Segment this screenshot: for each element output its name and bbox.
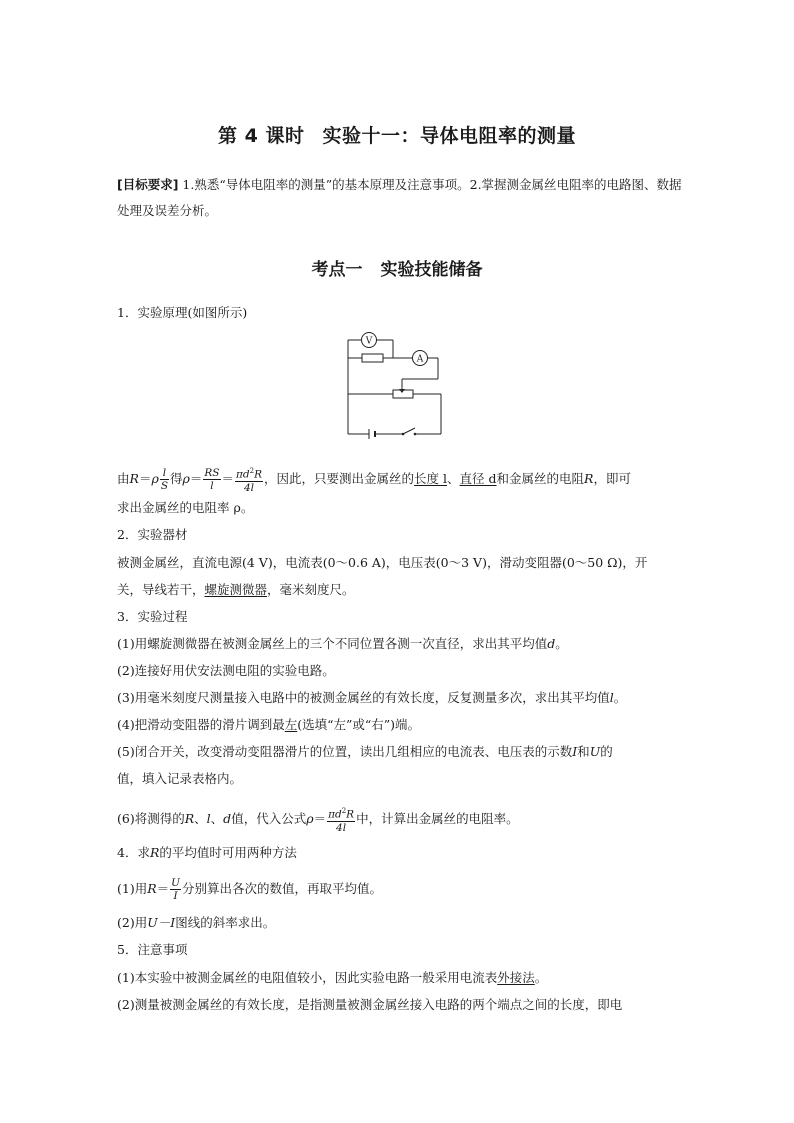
answer-left: 左 xyxy=(284,717,298,732)
s3-p5-cont: 值，填入记录表格内。 xyxy=(117,771,243,786)
s2-line1: 被测金属丝，直流电源(4 V)，电流表(0～0.6 A)，电压表(0～3 V)，滑动变阻器(0～50 Ω)，开 xyxy=(117,555,648,570)
answer-diameter: 直径 d xyxy=(459,470,497,486)
page-title: 第 4 课时 实验十一：导体电阻率的测量 xyxy=(218,125,576,147)
s3-p2: (2)连接好用伏安法测电阻的实验电路。 xyxy=(117,663,335,678)
goal-tag: [目标要求] xyxy=(117,177,179,192)
s4-heading: 4．求R的平均值时可用两种方法 xyxy=(117,845,297,860)
switch xyxy=(403,428,415,434)
section-heading: 考点一 实验技能储备 xyxy=(311,260,483,280)
answer-micrometer: 螺旋测微器 xyxy=(204,582,268,597)
goal-text: 1.熟悉“导体电阻率的测量”的基本原理及注意事项。2.掌握测金属丝电阻率的电路图、数据处理及误差分析。 xyxy=(117,177,682,218)
s4-p1: (1)用R＝ $\frac{U}{I}$ 分别算出各次的数值，再取平均值。 xyxy=(117,877,383,902)
fraction-l-over-s: $\frac{l}{S}$ xyxy=(160,466,169,492)
resistor xyxy=(362,354,383,362)
fraction-pi-d2-r-over-4l: $\frac{\pi d^2R}{4l}$ xyxy=(236,467,263,494)
s3-p3: (3)用毫米刻度尺测量接入电路中的被测金属丝的有效长度，反复测量多次，求出其平均值l。 xyxy=(117,690,627,705)
s2-heading: 2．实验器材 xyxy=(117,527,188,542)
slider-arrow-icon xyxy=(399,389,405,393)
s3-p4: (4)把滑动变阻器的滑片调到最左(选填“左”或“右”)端。 xyxy=(117,717,421,732)
answer-length: 长度 l xyxy=(414,470,448,486)
s5-p1: (1)本实验中被测金属丝的电阻值较小，因此实验电路一般采用电流表外接法。 xyxy=(117,970,548,985)
s2-line2: 关，导线若干，螺旋测微器，毫米刻度尺。 xyxy=(117,582,355,597)
fraction-pi-d2-r-over-4l-2: $\frac{\pi d^2R}{4l}$ xyxy=(328,807,355,834)
s1-line2: 求出金属丝的电阻率 ρ。 xyxy=(117,500,254,515)
switch-terminal xyxy=(414,433,417,436)
s1-heading: 1．实验原理(如图所示) xyxy=(117,305,248,320)
s3-p5: (5)闭合开关，改变滑动变阻器滑片的位置，读出几组相应的电流表、电压表的示数I和U的 xyxy=(117,744,613,759)
s1-formula-line: 由R＝ρ $\frac{l}{S}$ 得ρ＝ $\frac{RS}{l}$ ＝ $\frac{\pi d^2R}{4l}$ ，因此，只要测出金属丝的长度 l、直径 d和金属丝的电阻R，即可 xyxy=(117,466,631,494)
ammeter-label: A xyxy=(416,354,424,365)
s5-p2: (2)测量被测金属丝的有效长度，是指测量被测金属丝接入电路的两个端点之间的长度，即电 xyxy=(117,997,623,1012)
s3-p6: (6)将测得的R、l、d值，代入公式ρ＝ $\frac{\pi d^2R}{4l}$ 中，计算出金属丝的电阻率。 xyxy=(117,807,519,834)
s3-heading: 3．实验过程 xyxy=(117,609,188,624)
circuit-diagram xyxy=(345,326,445,440)
learning-goals xyxy=(117,172,682,224)
s5-heading: 5．注意事项 xyxy=(117,942,188,957)
s4-p2: (2)用U－I图线的斜率求出。 xyxy=(117,915,276,930)
answer-external-connection: 外接法 xyxy=(497,970,535,985)
fraction-u-over-i: $\frac{U}{I}$ xyxy=(171,877,181,902)
voltmeter-label: V xyxy=(365,336,373,347)
switch-terminal xyxy=(402,433,405,436)
s3-p1: (1)用螺旋测微器在被测金属丝上的三个不同位置各测一次直径，求出其平均值d。 xyxy=(117,636,568,651)
fraction-rs-over-l: $\frac{RS}{l}$ xyxy=(204,466,220,492)
